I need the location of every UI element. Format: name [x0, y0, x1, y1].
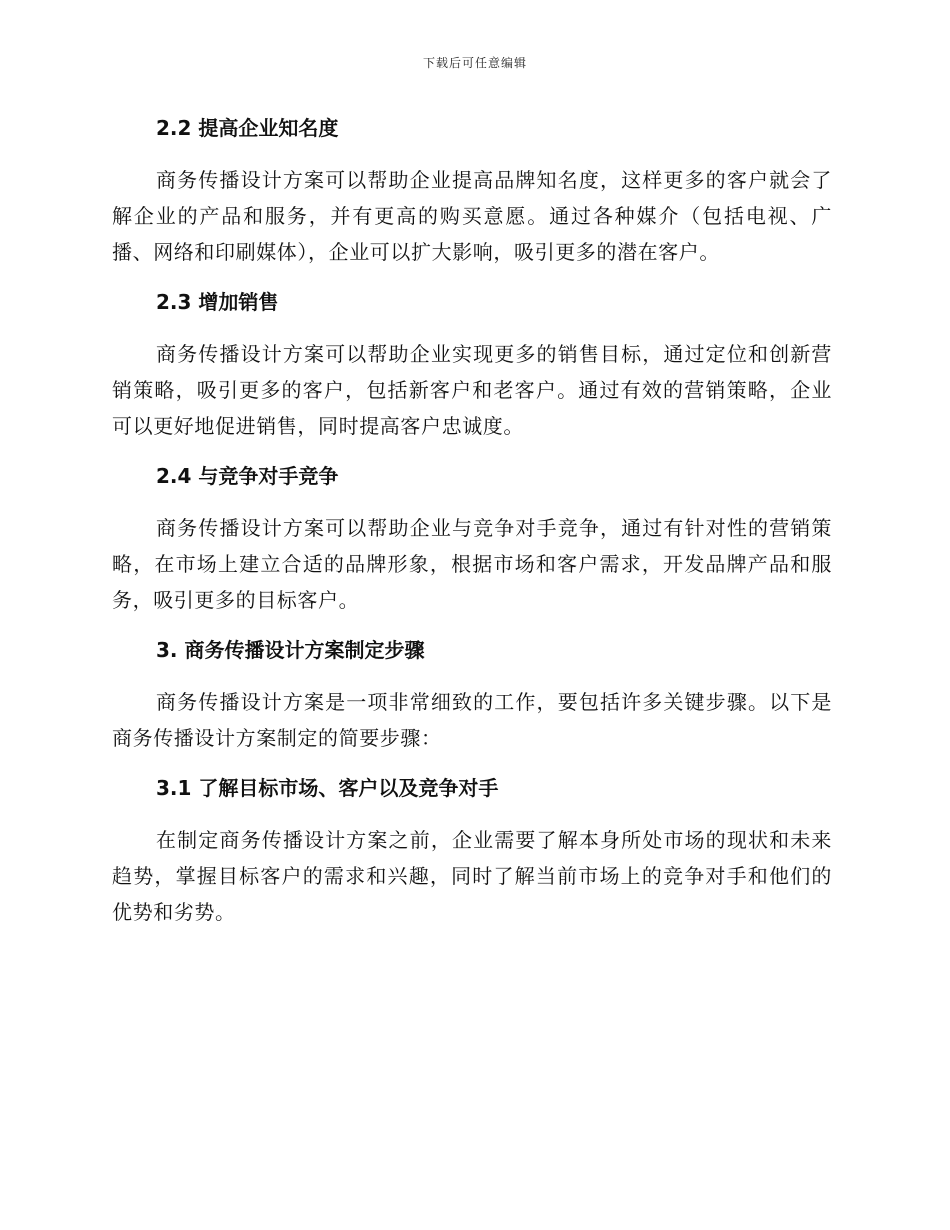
- section-paragraph-2-2: 商务传播设计方案可以帮助企业提高品牌知名度，这样更多的客户就会了解企业的产品和服务，并有更高的购买意愿。通过各种媒介（包括电视、广播、网络和印刷媒体），企业可以扩大影响，吸引更多的潜在客户。: [112, 168, 832, 264]
- section-paragraph-2-4: 商务传播设计方案可以帮助企业与竞争对手竞争，通过有针对性的营销策略，在市场上建立合适的品牌形象，根据市场和客户需求，开发品牌产品和服务，吸引更多的目标客户。: [112, 516, 832, 612]
- section-heading-2-2: 2.2 提高企业知名度: [156, 116, 339, 140]
- section-paragraph-3: 商务传播设计方案是一项非常细致的工作，要包括许多关键步骤。以下是商务传播设计方案制定的简要步骤：: [112, 690, 832, 750]
- section-heading-3: 3. 商务传播设计方案制定步骤: [156, 638, 425, 662]
- section-heading-2-3: 2.3 增加销售: [156, 290, 279, 314]
- section-paragraph-3-1: 在制定商务传播设计方案之前，企业需要了解本身所处市场的现状和未来趋势，掌握目标客户的需求和兴趣，同时了解当前市场上的竞争对手和他们的优势和劣势。: [112, 828, 832, 924]
- section-heading-2-4: 2.4 与竞争对手竞争: [156, 464, 339, 488]
- header-note: 下载后可任意编辑: [422, 56, 527, 70]
- document-body: [112, 114, 832, 948]
- section-heading-3-1: 3.1 了解目标市场、客户以及竞争对手: [156, 776, 499, 800]
- section-paragraph-2-3: 商务传播设计方案可以帮助企业实现更多的销售目标，通过定位和创新营销策略，吸引更多的客户，包括新客户和老客户。通过有效的营销策略，企业可以更好地促进销售，同时提高客户忠诚度。: [112, 342, 832, 438]
